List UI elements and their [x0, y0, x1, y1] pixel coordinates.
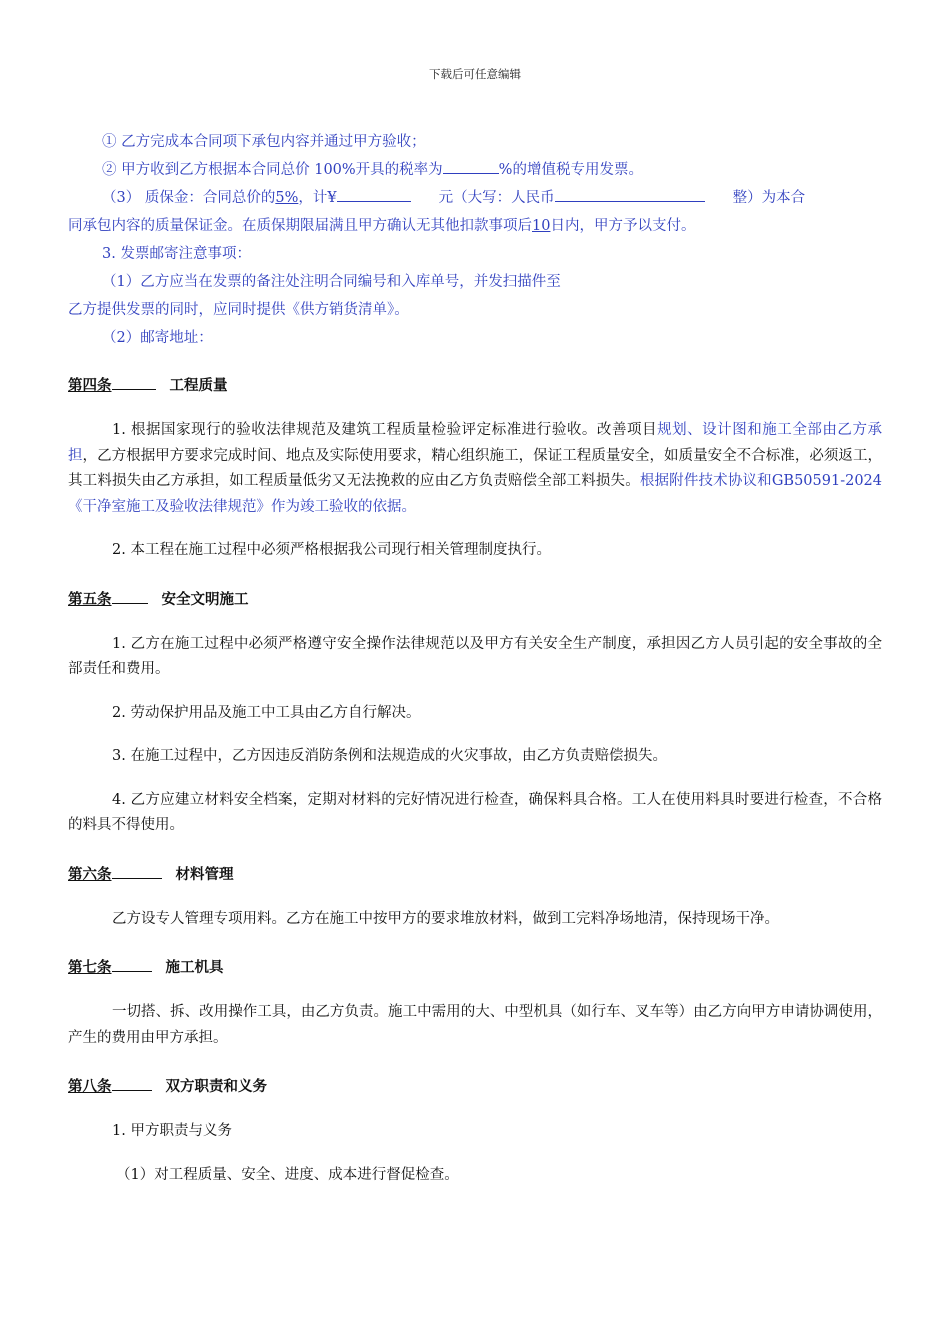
warranty-text-c: 元（大写：人民币 [438, 190, 555, 206]
warranty-line-2 [68, 212, 882, 240]
article-6-number: 第六条 [68, 865, 112, 883]
article-5-number: 第五条 [68, 590, 112, 608]
warranty-text-d: 整）为本合 [732, 190, 806, 206]
article-7-heading [68, 954, 882, 982]
article-5-heading [68, 586, 882, 614]
article-5-para-4: 4. 乙方应建立材料安全档案，定期对材料的完好情况进行检查，确保料具合格。工人在使用料具时要进行检查，不合格的料具不得使用。 [68, 791, 882, 833]
article-8-title: 双方职责和义务 [165, 1078, 267, 1095]
article-5-para-1: 1. 乙方在施工过程中必须严格遵守安全操作法律规范以及甲方有关安全生产制度，承担因乙方人员引起的安全事故的全部责任和费用。 [68, 635, 882, 677]
amount-words-blank [555, 187, 705, 202]
article-4-title: 工程质量 [169, 377, 228, 394]
warranty-text-b: ，计¥ [298, 190, 337, 206]
payment-item-2-pre: ② 甲方收到乙方根据本合同总价 100%开具的税率为 [102, 162, 443, 178]
header-note: 下载后可任意编辑 [429, 67, 521, 81]
invoice-item-2: （2）邮寄地址： [102, 330, 213, 346]
article-8-para-2: （1）对工程质量、安全、进度、成本进行督促检查。 [116, 1166, 459, 1183]
warranty-days: 10 [532, 218, 551, 234]
warranty-line2-a: 同承包内容的质量保证金。在质保期限届满且甲方确认无其他扣款事项后 [68, 218, 532, 234]
invoice-item-1: （1）乙方应当在发票的备注处注明合同编号和入库单号，并发扫描件至 [102, 274, 561, 290]
article-6-title: 材料管理 [175, 865, 234, 883]
article-5-para-3: 3. 在施工过程中，乙方因违反消防条例和法规造成的火灾事故，由乙方负责赔偿损失。 [112, 748, 667, 764]
article-8-heading [68, 1073, 882, 1101]
article-4-number: 第四条 [68, 377, 112, 394]
payment-item-1: ① 乙方完成本合同项下承包内容并通过甲方验收； [102, 134, 426, 150]
payment-item-2-post: %的增值税专用发票。 [498, 162, 643, 178]
article-4-heading [68, 372, 882, 400]
document-body [68, 128, 882, 1188]
article-6-heading [68, 861, 882, 889]
article-4-para-1-b: ，乙方根据甲方要求完成时间、地点及实际使用要求，精心组织施工，保证工程质量安全，如质量安全不合标准，必须返工，其工料损失由乙方承担，如工程质量低劣又无法挽救的应由乙方负责赔偿全部工料损失。 [68, 447, 883, 489]
invoice-item-1b: 乙方提供发票的同时，应同时提供《供方销货清单》。 [68, 302, 409, 318]
article-5-title: 安全文明施工 [161, 590, 249, 608]
article-7-number: 第七条 [68, 959, 112, 976]
tax-rate-blank [443, 159, 499, 174]
article-4-para-1-blue2: 根据附件技术协议和GB50591-2024《干净室施工及验收法律规范》作为竣工验收的依据。 [68, 473, 882, 515]
invoice-title: 3. 发票邮寄注意事项： [102, 246, 251, 262]
article-7-title: 施工机具 [165, 959, 224, 976]
amount-blank [337, 187, 411, 202]
article-6-para-1: 乙方设专人管理专项用料。乙方在施工中按甲方的要求堆放材料，做到工完料净场地清，保持现场干净。 [112, 910, 779, 927]
payment-item-2 [68, 156, 882, 184]
article-7-para-1: 一切搭、拆、改用操作工具，由乙方负责。施工中需用的大、中型机具（如行车、叉车等）由乙方向甲方申请协调使用，产生的费用由甲方承担。 [68, 1004, 882, 1046]
article-4-para-1-blue1: 规划、设计图和施工全部由乙方承担 [68, 422, 882, 464]
warranty-line2-b: 日内，甲方予以支付。 [550, 218, 696, 234]
article-8-number: 第八条 [68, 1078, 112, 1095]
warranty-line-1 [68, 184, 882, 212]
article-4-para-1-a: 1. 根据国家现行的验收法律规范及建筑工程质量检验评定标准进行验收。改善项目 [112, 422, 658, 438]
article-5-para-2: 2. 劳动保护用品及施工中工具由乙方自行解决。 [112, 704, 421, 721]
warranty-percent: 5% [275, 190, 299, 206]
warranty-text-a: （3） 质保金：合同总价的 [102, 190, 276, 206]
article-8-para-1: 1. 甲方职责与义务 [112, 1123, 232, 1139]
article-4-para-2: 2. 本工程在施工过程中必须严格根据我公司现行相关管理制度执行。 [112, 542, 551, 558]
article-4-para-1 [68, 418, 882, 520]
